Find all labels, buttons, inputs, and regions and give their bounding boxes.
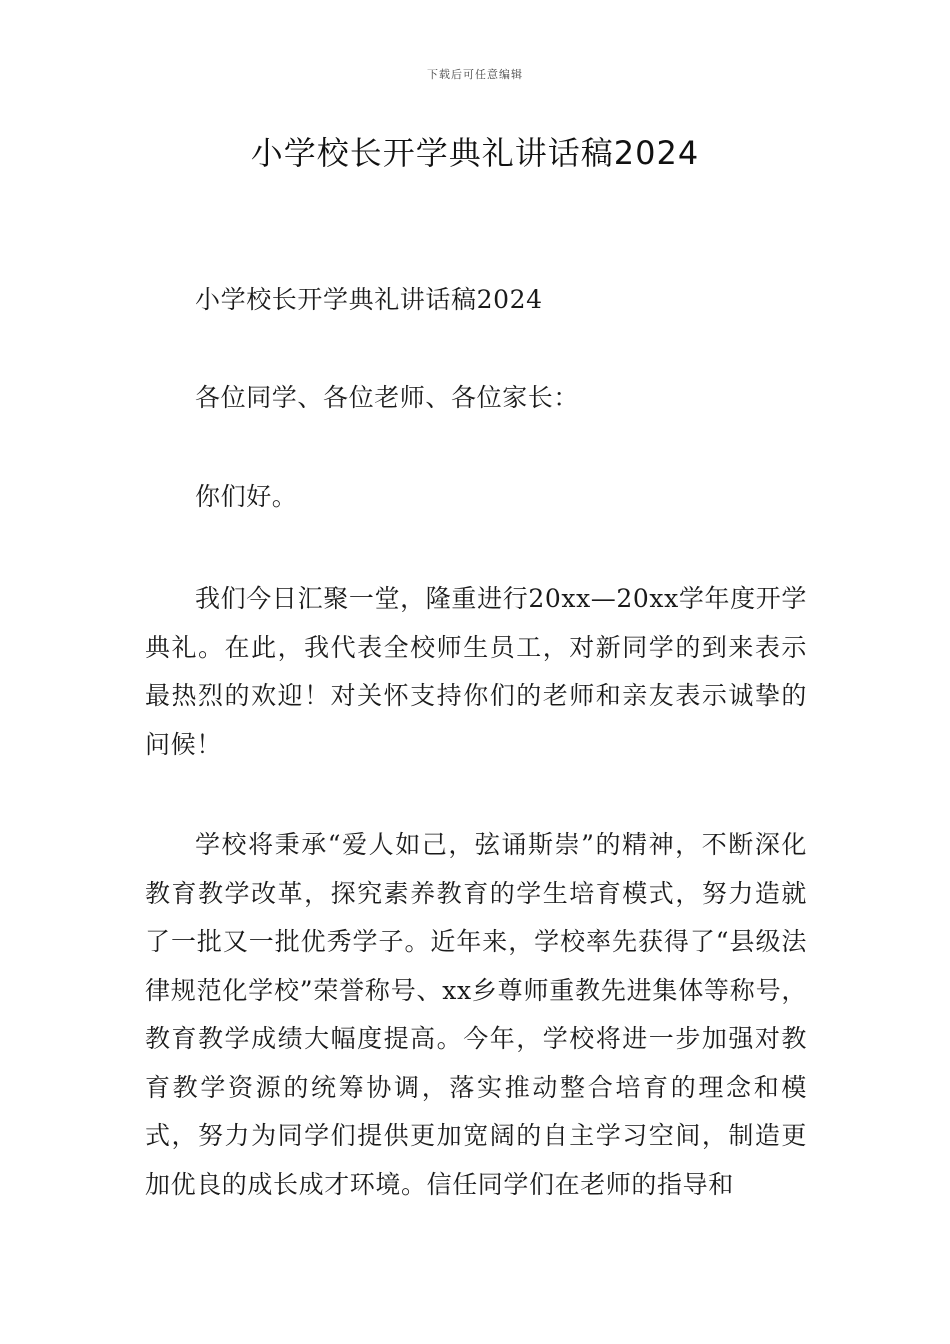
paragraph-welcome: 我们今日汇聚一堂，隆重进行20xx—20xx学年度开学典礼。在此，我代表全校师生员工，对新同学的到来表示最热烈的欢迎！对关怀支持你们的老师和亲友表示诚挚的问候！ (145, 584, 807, 759)
document-title: 小学校长开学典礼讲话稿2024 (250, 134, 700, 172)
paragraph-salutation: 各位同学、各位老师、各位家长： (195, 383, 580, 412)
paragraph-subtitle: 小学校长开学典礼讲话稿2024 (195, 285, 543, 314)
paragraph-greeting: 你们好。 (195, 482, 298, 511)
paragraph-school-mission: 学校将秉承“爱人如己，弦诵斯崇”的精神，不断深化教育教学改革，探究素养教育的学生培育模式，努力造就了一批又一批优秀学子。近年来，学校率先获得了“县级法律规范化学校”荣誉称号、xx乡尊师重教先进集体等称号，教育教学成绩大幅度提高。今年，学校将进一步加强对教育教学资源的统筹协调，落实推动整合培育的理念和模式，努力为同学们提供更加宽阔的自主学习空间，制造更加优良的成长成才环境。信任同学们在老师的指导和 (145, 830, 807, 1199)
header-note: 下载后可任意编辑 (427, 68, 523, 81)
